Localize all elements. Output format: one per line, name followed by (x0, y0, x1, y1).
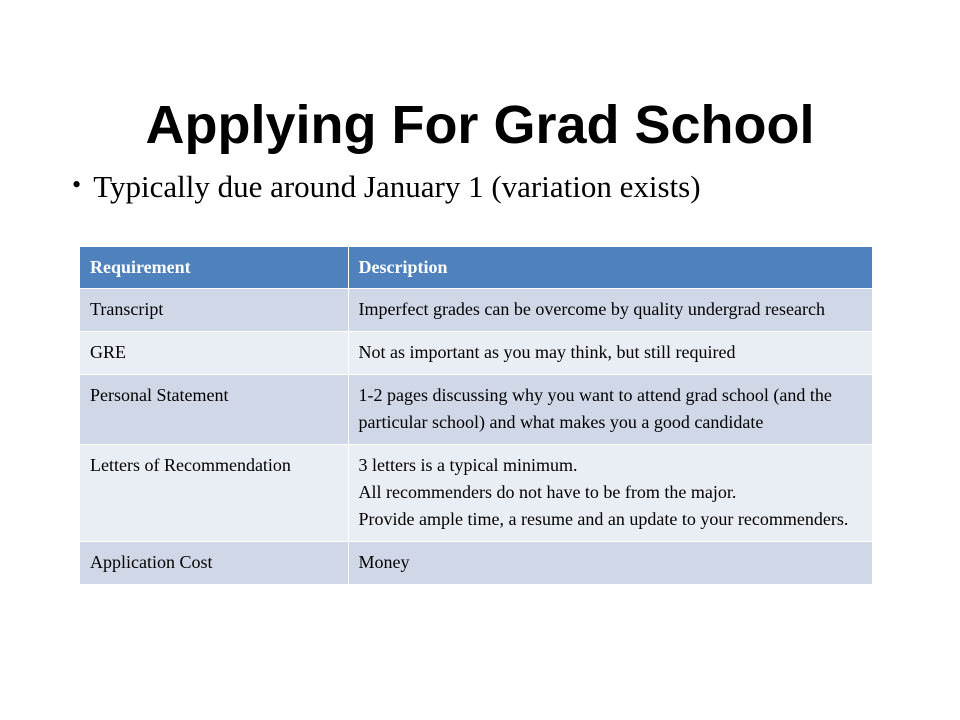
requirement-cell: GRE (80, 332, 348, 375)
requirement-cell: Letters of Recommendation (80, 445, 348, 542)
requirement-cell: Personal Statement (80, 375, 348, 445)
description-line: 3 letters is a typical minimum. (358, 455, 578, 475)
table-row (80, 375, 872, 445)
table-row (80, 542, 872, 585)
bullet-icon: • (72, 170, 82, 199)
table-row (80, 445, 872, 542)
requirements-table (80, 247, 872, 585)
table-header-row (80, 247, 872, 289)
description-cell: Money (348, 542, 872, 585)
description-cell: Not as important as you may think, but still required (348, 332, 872, 375)
description-cell: Imperfect grades can be overcome by quality undergrad research (348, 289, 872, 332)
header-description: Description (348, 247, 872, 289)
requirement-cell: Application Cost (80, 542, 348, 585)
requirement-cell: Transcript (80, 289, 348, 332)
description-cell: 1-2 pages discussing why you want to attend grad school (and the particular school) and what makes you a good candidate (348, 375, 872, 445)
description-line: Provide ample time, a resume and an update to your recommenders. (358, 509, 849, 529)
table-row (80, 332, 872, 375)
description-line: All recommenders do not have to be from the major. (358, 482, 737, 502)
header-requirement: Requirement (80, 247, 348, 289)
bullet-text: Typically due around January 1 (variation exists) (93, 169, 701, 204)
table-row (80, 289, 872, 332)
slide-title: Applying For Grad School (145, 95, 815, 156)
bullet-point (72, 168, 701, 205)
description-cell (348, 445, 872, 542)
